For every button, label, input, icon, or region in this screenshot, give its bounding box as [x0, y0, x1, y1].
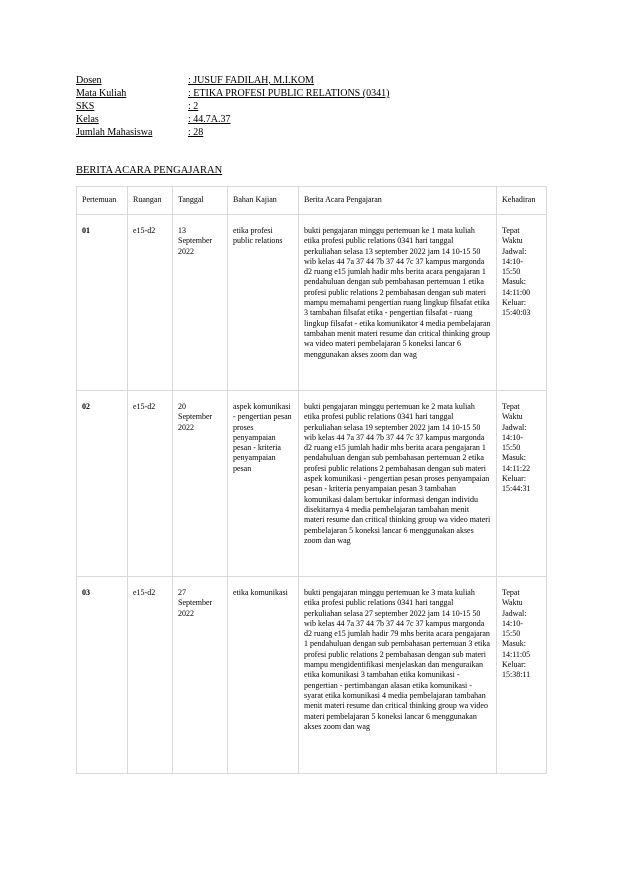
- cell-tanggal: 20 September 2022: [173, 391, 228, 577]
- info-label: SKS: [76, 101, 95, 112]
- cell-ruangan: e15-d2: [128, 215, 173, 391]
- cell-bahan-kajian: etika komunikasi: [228, 577, 299, 774]
- header-ruangan: Ruangan: [128, 187, 173, 215]
- header-bahan-kajian: Bahan Kajian: [228, 187, 299, 215]
- cell-pertemuan: 02: [77, 391, 128, 577]
- info-value: : 28: [188, 127, 204, 138]
- table-header-row: [77, 187, 547, 215]
- cell-tanggal: 13 September 2022: [173, 215, 228, 391]
- header-berita-acara: Berita Acara Pengajaran: [299, 187, 497, 215]
- info-label: Jumlah Mahasiswa: [76, 127, 153, 138]
- info-row-jumlah-mahasiswa: [76, 126, 389, 139]
- table-row: [77, 215, 547, 391]
- cell-pertemuan: 03: [77, 577, 128, 774]
- info-value: : ETIKA PROFESI PUBLIC RELATIONS (0341): [188, 88, 390, 99]
- info-label: Dosen: [76, 75, 102, 86]
- info-value: : 44.7A.37: [188, 114, 231, 125]
- header-tanggal: Tanggal: [173, 187, 228, 215]
- section-title: BERITA ACARA PENGAJARAN: [76, 165, 223, 176]
- cell-kehadiran: Tepat Waktu Jadwal: 14:10-15:50 Masuk: 14:11:00 Keluar: 15:40:03: [497, 215, 547, 391]
- cell-berita-acara: bukti pengajaran minggu pertemuan ke 1 mata kuliah etika profesi public relations 0341 hari tanggal perkuliahan selasa 13 september 2022 jam 14 10-15 50 wib kelas 44 7a 37 44 7b 37 44 7c 37 kampus margonda d2 ruang e15 jumlah hadir mhs berita acara pengajaran 1 pendahuluan dengan sub pembahasan pertemuan 1 etika profesi public relations 2 pembahasan dengan sub materi mampu memahami pengertian ruang lingkup filsafat etika 3 tambahan filsafat etika - pengertian filsafat - ruang lingkup filsafat - etika komunikator 4 media pembelajaran tambahan menit materi resume dan critical thinking group wa video materi pembelajaran 5 koneksi lancar 6 menggunakan akses zoom dan wag: [299, 215, 497, 391]
- info-row-mata-kuliah: [76, 87, 389, 100]
- info-row-sks: [76, 100, 389, 113]
- info-row-dosen: [76, 74, 389, 87]
- cell-berita-acara: bukti pengajaran minggu pertemuan ke 3 mata kuliah etika profesi public relations 0341 hari tanggal perkuliahan selasa 27 september 2022 jam 14 10-15 50 wib kelas 44 7a 37 44 7b 37 44 7c 37 kampus margonda d2 ruang e15 jumlah hadir 79 mhs berita acara pengajaran 1 pendahuluan dengan sub pembahasan pertemuan 3 etika profesi public relations 2 pembahasan dengan sub materi mampu mengidentifikasi menjelaskan dan menguraikan etika komunikasi 3 tambahan etika komunikasi - pengertian - pertimbangan alasan etika komunikasi - syarat etika komunikasi 4 media pembelajaran tambahan menit materi resume dan critical thinking group wa video materi pembelajaran 5 koneksi lancar 6 menggunakan akses zoom dan wag: [299, 577, 497, 774]
- cell-ruangan: e15-d2: [128, 577, 173, 774]
- cell-kehadiran: Tepat Waktu Jadwal: 14:10-15:50 Masuk: 14:11:05 Keluar: 15:38:11: [497, 577, 547, 774]
- info-label: Kelas: [76, 114, 99, 125]
- cell-bahan-kajian: aspek komunikasi - pengertian pesan proses penyampaian pesan - kriteria penyampaian pesan: [228, 391, 299, 577]
- header-pertemuan: Pertemuan: [77, 187, 128, 215]
- cell-berita-acara: bukti pengajaran minggu pertemuan ke 2 mata kuliah etika profesi public relations 0341 hari tanggal perkuliahan selasa 19 september 2022 jam 14 10-15 50 wib kelas 44 7a 37 44 7b 37 44 7c 37 kampus margonda d2 ruang e15 jumlah hadir mhs berita acara pengajaran 1 pendahuluan dengan sub pembahasan pertemuan 2 etika profesi public relations 2 pembahasan dengan sub materi aspek komunikasi - pengertian pesan proses penyampaian pesan - kriteria penyampaian pesan 3 tambahan komunikasi dalam bertukar informasi dengan individu disekitarnya 4 media pembelajaran tambahan menit materi resume dan critical thinking group wa video materi pembelajaran 5 koneksi lancar 6 menggunakan akses zoom dan wag: [299, 391, 497, 577]
- header-kehadiran: Kehadiran: [497, 187, 547, 215]
- table-row: [77, 391, 547, 577]
- cell-ruangan: e15-d2: [128, 391, 173, 577]
- info-label: Mata Kuliah: [76, 88, 127, 99]
- cell-tanggal: 27 September 2022: [173, 577, 228, 774]
- cell-kehadiran: Tepat Waktu Jadwal: 14:10-15:50 Masuk: 14:11:22 Keluar: 15:44:31: [497, 391, 547, 577]
- course-info: [76, 74, 389, 139]
- cell-bahan-kajian: etika profesi public relations: [228, 215, 299, 391]
- info-row-kelas: [76, 113, 389, 126]
- cell-pertemuan: 01: [77, 215, 128, 391]
- info-value: : JUSUF FADILAH, M.I.KOM: [188, 75, 314, 86]
- table-row: [77, 577, 547, 774]
- berita-acara-table: [76, 186, 547, 774]
- info-value: : 2: [188, 101, 199, 112]
